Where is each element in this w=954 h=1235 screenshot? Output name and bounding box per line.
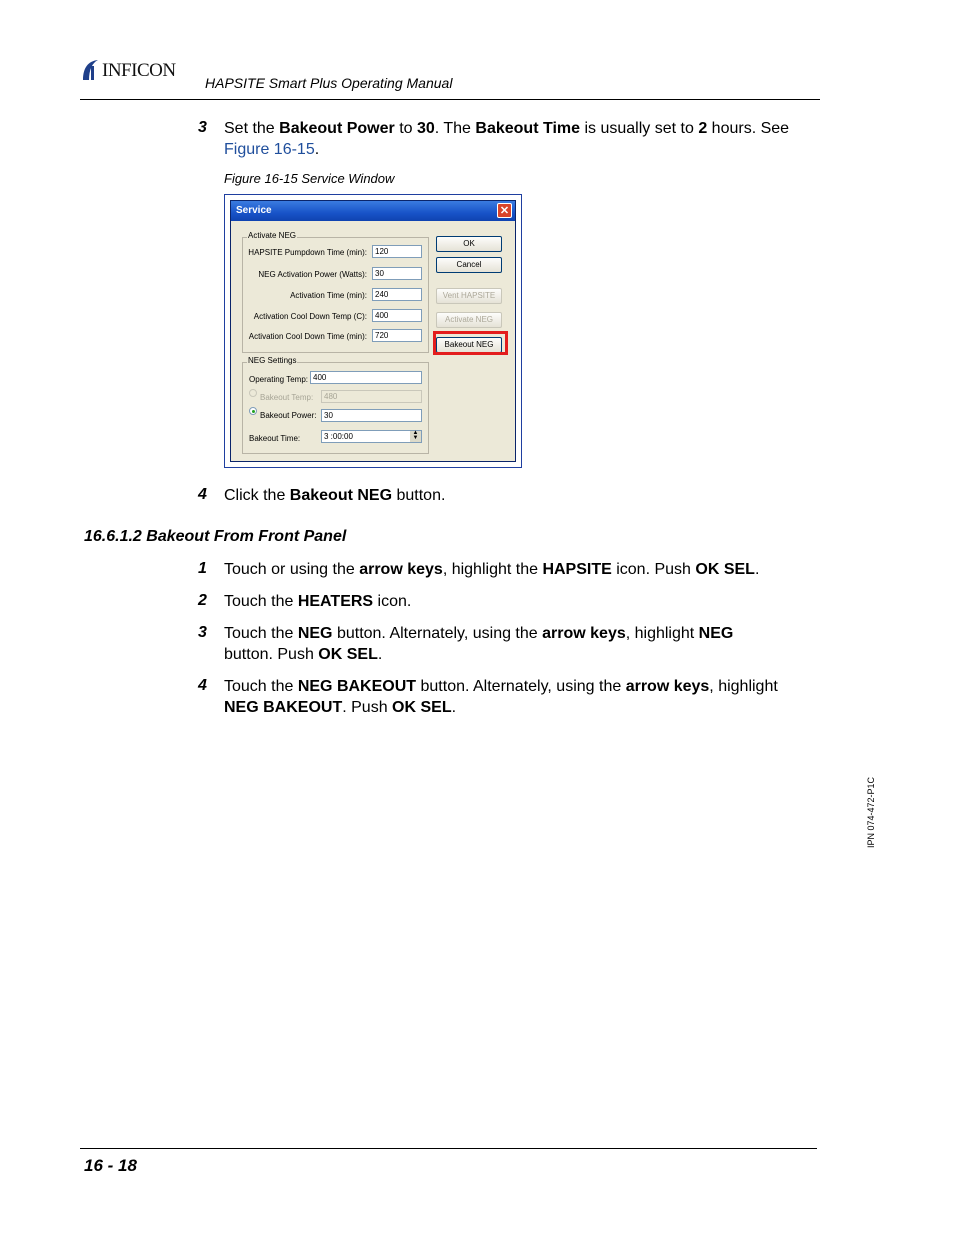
manual-title: HAPSITE Smart Plus Operating Manual	[205, 75, 453, 91]
step-number: 1	[198, 560, 207, 577]
bakeout-time-input[interactable]: 3 :00:00 ▲ ▼	[321, 430, 422, 443]
bakeout-power-radio[interactable]	[249, 407, 257, 415]
step-number: 4	[198, 486, 207, 503]
step-text: Click the Bakeout NEG button.	[224, 487, 446, 504]
ipn-note: IPN 074-472-P1C	[866, 776, 876, 848]
bakeout-temp-label: Bakeout Temp:	[260, 393, 314, 402]
step-number: 4	[198, 677, 207, 694]
step-text: Touch the HEATERS icon.	[224, 593, 412, 610]
step-number: 3	[198, 119, 207, 136]
window-title: Service	[236, 205, 272, 216]
group-label: Activate NEG	[248, 231, 297, 240]
figure-caption: Figure 16-15 Service Window	[224, 171, 395, 186]
group-label: NEG Settings	[248, 356, 297, 365]
activation-power-input[interactable]: 30	[372, 267, 422, 280]
bakeout-temp-radio[interactable]	[249, 389, 257, 397]
pumpdown-time-input[interactable]: 120	[372, 245, 422, 258]
operating-temp-input[interactable]: 400	[310, 371, 422, 384]
header-divider	[80, 99, 820, 100]
page-number: 16 - 18	[84, 1156, 137, 1175]
ok-button[interactable]: OK	[436, 236, 502, 252]
figure-link[interactable]: Figure 16-15	[224, 141, 315, 158]
activation-time-input[interactable]: 240	[372, 288, 422, 301]
logo-text: INFICON	[102, 60, 176, 81]
bakeout-time-label: Bakeout Time:	[249, 434, 301, 443]
section-heading: 16.6.1.2 Bakeout From Front Panel	[84, 528, 347, 545]
bakeout-power-label: Bakeout Power:	[260, 411, 317, 420]
field-label: Activation Cool Down Time (min):	[248, 332, 367, 341]
cooldown-temp-input[interactable]: 400	[372, 309, 422, 322]
footer-divider	[80, 1148, 817, 1149]
cooldown-time-input[interactable]: 720	[372, 329, 422, 342]
activate-neg-button[interactable]: Activate NEG	[436, 312, 502, 328]
bakeout-neg-button[interactable]: Bakeout NEG	[436, 337, 502, 353]
spin-arrows-icon[interactable]: ▲ ▼	[410, 431, 421, 442]
service-window-figure	[224, 194, 522, 468]
step-text: Set the Bakeout Power to 30. The Bakeout Time is usually set to 2 hours. See Figure 16-15.	[224, 120, 790, 158]
service-window	[230, 200, 516, 462]
operating-temp-label: Operating Temp:	[249, 375, 308, 384]
field-label: Activation Time (min):	[290, 291, 367, 300]
field-label: HAPSITE Pumpdown Time (min):	[248, 248, 367, 257]
title-bar	[231, 201, 515, 221]
step-number: 2	[198, 592, 207, 609]
vent-hapsite-button[interactable]: Vent HAPSITE	[436, 288, 502, 304]
step-text: Touch the NEG button. Alternately, using the arrow keys, highlight NEG button. Push OK SEL.	[224, 625, 734, 663]
bakeout-power-input[interactable]: 30	[321, 409, 422, 422]
field-label: NEG Activation Power (Watts):	[258, 270, 367, 279]
inficon-logo	[80, 58, 200, 84]
field-label: Activation Cool Down Temp (C):	[253, 312, 367, 321]
step-text: Touch or using the arrow keys, highlight the HAPSITE icon. Push OK SEL.	[224, 561, 760, 578]
close-button[interactable]: ✕	[497, 203, 512, 218]
step-text: Touch the NEG BAKEOUT button. Alternately, using the arrow keys, highlight NEG BAKEOUT. Push OK SEL.	[224, 678, 778, 716]
inficon-logo-icon	[80, 58, 100, 82]
cancel-button[interactable]: Cancel	[436, 257, 502, 273]
step-number: 3	[198, 624, 207, 641]
bakeout-temp-input[interactable]: 480	[321, 390, 422, 403]
bakeout-neg-highlight	[433, 331, 508, 355]
